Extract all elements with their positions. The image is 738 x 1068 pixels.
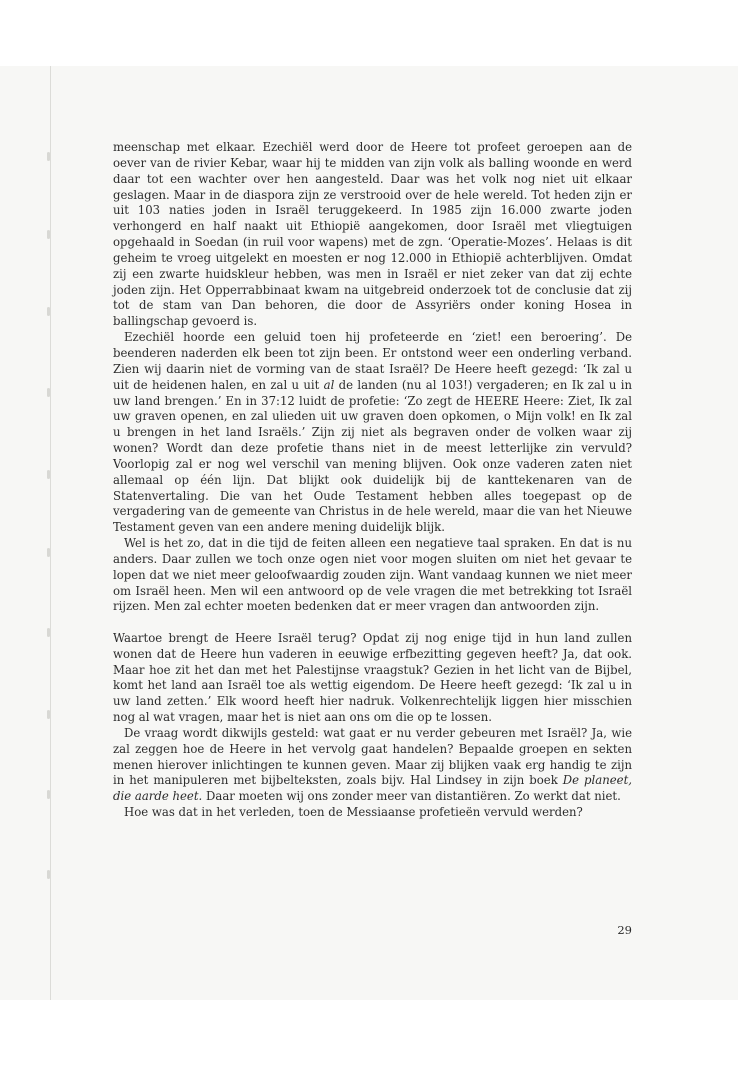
binding-hole <box>47 628 50 637</box>
paragraph: Wel is het zo, dat in die tijd de feiten alleen een negatieve taal spraken. En dat is nu anders. Daar zullen we toch onze ogen niet voor mogen sluiten om niet het gevaar te lopen dat we niet meer geloofwaardig zouden zijn. Want vandaag kunnen we niet meer om Israël heen. Men wil een antwoord op de vele vragen die met betrekking tot Israël rijzen. Men zal echter moeten bedenken dat er meer vragen dan antwoorden zijn. <box>113 536 632 614</box>
text-run: Ezechiël hoorde een geluid toen hij profeteerde en ‘ziet! een beroering’. De beenderen naderden elk been tot zijn been. Er ontstond weer een onderling verband. Zien wij daarin niet de vorming van de staat Israël? De Heere heeft gezegd: ‘Ik zal u uit de heidenen halen, en zal u uit <box>113 330 632 392</box>
paragraph <box>113 726 632 805</box>
paragraph: meenschap met elkaar. Ezechiël werd door de Heere tot profeet geroepen aan de oever van de rivier Kebar, waar hij te midden van zijn volk als balling woonde en werd daar tot een wachter over hen aangesteld. Daar was het volk nog niet uit elkaar geslagen. Maar in de diaspora zijn ze verstrooid over de hele wereld. Tot heden zijn er uit 103 naties joden in Israël teruggekeerd. In 1985 zijn 16.000 zwarte joden verhongerd en half naakt uit Ethiopië aangekomen, door Israël met vliegtuigen opgehaald in Soedan (in ruil voor wapens) met de zgn. ‘Operatie-Mozes’. Helaas is dit geheim te vroeg uitgelekt en moesten er nog 12.000 in Ethiopië achterblijven. Omdat zij een zwarte huidskleur hebben, was men in Israël er niet zeker van dat zij echte joden zijn. Het Opperrabbinaat kwam na uitgebreid onderzoek tot de conclusie dat zij tot de stam van Dan behoren, die door de Assyriërs onder koning Hosea in ballingschap gevoerd is. <box>113 140 632 329</box>
binding-hole <box>47 548 50 557</box>
text-run: De vraag wordt dikwijls gesteld: wat gaat er nu verder gebeuren met Israël? Ja, wie zal zeggen hoe de Heere in het vervolg gaat handelen? Bepaalde groepen en sekten menen hierover inlichtingen te kunnen geven. Maar zij blijken vaak erg handig te zijn in het manipuleren met bijbelteksten, zoals bijv. Hal Lindsey in zijn boek <box>113 725 632 788</box>
emphasis: al <box>323 377 335 392</box>
paragraph <box>113 330 632 536</box>
binding-hole <box>47 388 50 397</box>
binding-hole <box>47 230 50 239</box>
book-title: De planeet, die aarde heet. <box>113 773 632 804</box>
text-run: Daar moeten wij ons zonder meer van distantiëren. Zo werkt dat niet. <box>202 789 621 804</box>
binding-hole <box>47 790 50 799</box>
paragraph: Hoe was dat in het verleden, toen de Messiaanse profetieën vervuld werden? <box>124 805 583 820</box>
text-run: de landen (nu al 103!) vergaderen; en Ik zal u in uw land brengen.’ En in 37:12 luidt de profetie: ‘Zo zegt de HEERE Heere: Ziet, Ik zal uw graven openen, en zal ulieden uit uw graven doen opkomen, o Mijn volk! en Ik zal u brengen in het land Israëls.’ Zijn zij niet als begraven onder de volken waar zij wonen? Wordt dan deze profetie thans niet in de meest letterlijke zin vervuld? Voorlopig zal er nog wel verschil van mening blijven. Ook onze vaderen zaten niet allemaal op één lijn. Dat blijkt ook duidelijk bij de kanttekenaren van de Statenvertaling. Die van het Oude Testament hebben alles toegepast op de vergadering van de gemeente van Christus in de hele wereld, maar die van het Nieuwe Testament geven van een andere mening duidelijk blijk. <box>113 377 633 535</box>
binding-hole <box>47 470 50 479</box>
paragraph: Waartoe brengt de Heere Israël terug? Opdat zij nog enige tijd in hun land zullen wonen dat de Heere hun vaderen in eeuwige erfbezitting gegeven heeft? Ja, dat ook. Maar hoe zit het dan met het Palestijnse vraagstuk? Gezien in het licht van de Bijbel, komt het land aan Israël toe als wettig eigendom. De Heere heeft gezegd: ‘Ik zal u in uw land zetten.’ Elk woord heeft hier nadruk. Volkenrechtelijk liggen hier misschien nog al wat vragen, maar het is niet aan ons om die op te lossen. <box>113 630 632 725</box>
binding-hole <box>47 870 50 879</box>
body-text <box>113 140 632 821</box>
binding-hole <box>47 152 50 161</box>
binding-hole <box>47 307 50 316</box>
page-number: 29 <box>617 923 632 937</box>
binding-hole <box>47 710 50 719</box>
binding-edge <box>50 66 51 1000</box>
